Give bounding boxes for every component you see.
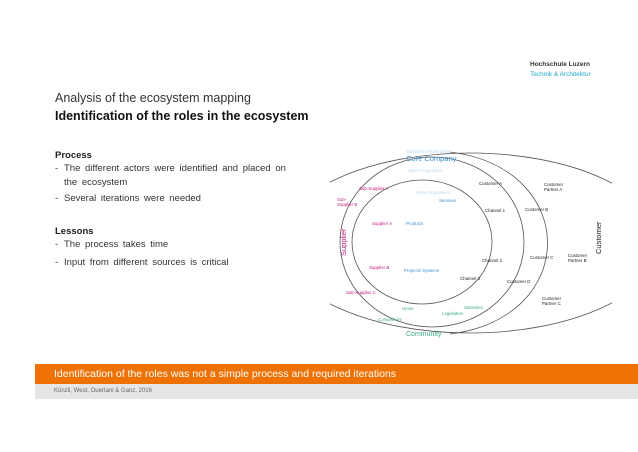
customer-partner-a-label-1: Customer [544,182,564,187]
channel-2-label: Channel 2 [482,258,503,263]
supplier-a-label: Supplier A [372,221,393,226]
value-faded-label: Value Proposition [416,190,451,195]
channel-1-label: Channel 1 [485,208,506,213]
sub-supplier-b-label-2: Supplier B [337,202,358,207]
citation-text: Künzli, West, Ouertani & Ganz, 2016 [54,388,152,394]
projects-systems-label: Projects/ Systems [404,268,440,273]
lessons-bullet-2-line1: Input from different sources is critical [64,257,229,268]
competitors-label: Competitors [378,317,402,322]
lessons-bullet-2: - Input from different sources is critical [55,257,229,268]
supplier-label: Supplier [339,228,348,256]
lessons-title: Lessons [55,226,94,237]
process-bullet-1-line1: The different actors were identified and placed on [64,163,286,174]
customer-partner-b-label-1: Customer [568,253,588,258]
slide-heading: Analysis of the ecosystem mapping [55,91,251,105]
products-label: Products [406,221,424,226]
process-bullet-2: - Several iterations were needed [55,193,201,204]
customer-partner-c-label-1: Customer [542,296,562,301]
channel-3-label: Channel 3 [460,276,481,281]
customer-partner-a-label-2: Partner A [544,187,563,192]
logo-name: Hochschule Luzern [530,61,590,68]
sub-supplier-a-label: Sub-Supplier A [359,186,389,191]
value-proposition-ellipse [352,180,492,304]
union-label: Union [402,306,414,311]
sub-supplier-b-label-1: Sub- [337,197,347,202]
core-lower-faded-label: Value Proposition [408,168,443,173]
conclusion-banner-text: Identification of the roles was not a simple process and required iterations [54,368,397,380]
subsidies-label: Subsidies [464,305,484,310]
process-bullet-1-line2: the ecosystem [64,177,128,188]
sub-supplier-c-label: Sub-Supplier C [346,290,376,295]
customer-partner-b-label-2: Partner B [568,258,587,263]
core-upper-faded-label: Business Infrastructure [407,149,452,154]
ecosystem-diagram [330,138,612,348]
customer-d-label: Customer D [507,279,531,284]
customer-c-label: Customer C [530,255,554,260]
supplier-b-label: Supplier B [369,265,390,270]
core-company-label: Core Company [406,154,457,163]
customer-a-label: Customer A [479,181,502,186]
process-title: Process [55,150,92,161]
lessons-bullet-1: - The process takes time [55,239,169,250]
process-bullet-1: - The different actors were identified and placed on the ecosystem [55,163,286,188]
customer-partner-c-label-2: Partner C [542,301,561,306]
lessons-bullet-1-line1: The process takes time [64,239,169,250]
legislation-label: Legislation [442,311,463,316]
customer-b-label: Customer B [525,207,549,212]
logo-faculty: Technik & Architektur [530,71,591,78]
university-logo [530,60,591,80]
services-label: Services [439,198,456,203]
conclusion-banner [35,364,638,384]
community-label: Community [406,331,442,338]
process-bullet-2-line1: Several iterations were needed [64,193,201,204]
customer-label: Customer [594,221,603,254]
slide-subheading: Identification of the roles in the ecosystem [55,109,309,123]
citation-bar [35,384,638,399]
